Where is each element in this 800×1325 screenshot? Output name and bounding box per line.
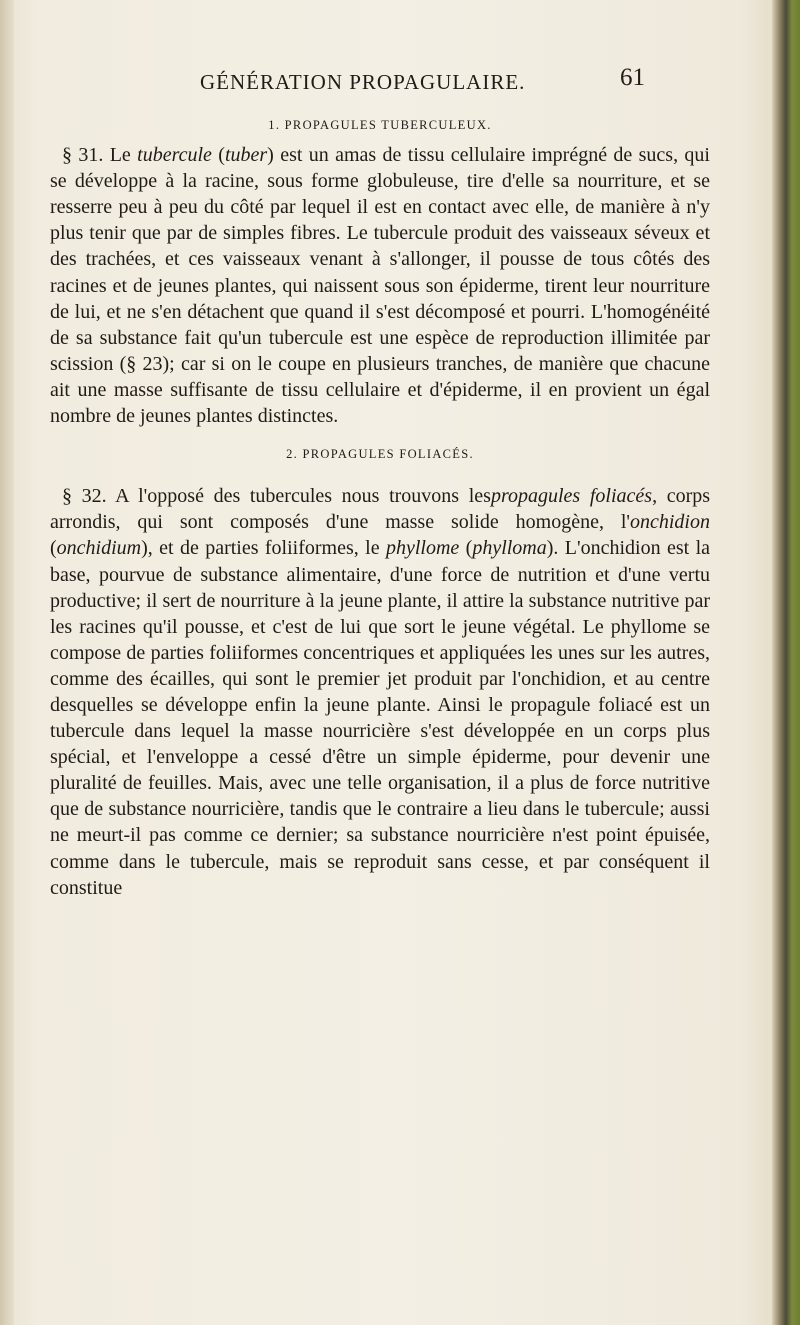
term-propagules-foliaces: propagules foliacés: [490, 485, 653, 508]
book-edge: [772, 0, 800, 1325]
page-number: 61: [620, 64, 645, 91]
term-tuber: tuber: [224, 144, 268, 167]
paragraph-32-seg1: , corps arrondis, qui sont composés d'une masse solide homogène, l': [50, 485, 711, 534]
paren-close: ): [267, 144, 274, 167]
running-header: [200, 64, 645, 100]
paragraph-32-number: § 32. A l'opposé des tubercules nous trouvons les: [62, 485, 491, 508]
page-body: [50, 112, 710, 901]
paragraph-32-seg2: (: [50, 537, 57, 560]
paragraph-31-number: § 31. Le: [62, 144, 138, 167]
paragraph-32-seg3: ), et de parties foliiformes, le: [141, 537, 386, 560]
paragraph-32: [50, 483, 710, 901]
term-tubercule: tubercule: [137, 144, 212, 167]
section-heading-1: 1. PROPAGULES TUBERCULEUX.: [268, 118, 492, 132]
paren-open: (: [211, 144, 225, 167]
running-title: GÉNÉRATION PROPAGULAIRE.: [200, 70, 526, 94]
term-phylloma: phylloma: [472, 537, 547, 560]
paragraph-32-seg4: (: [459, 537, 473, 560]
paragraph-31: [50, 142, 710, 429]
page-gutter: [0, 0, 14, 1325]
term-phyllome: phyllome: [385, 537, 460, 560]
paragraph-31-body: est un amas de tissu cellulaire imprégné de sucs, qui se développe à la racine, sous forme globuleuse, tire d'elle sa nourriture, et se resserre peu à peu du côté par lequel il est en contact avec elle, de manière à n'y plus tenir que par de simples fibres. Le tubercule produit des vaisseaux séveux et des trachées, et ces vaisseaux venant à s'allonger, il pousse de tous côtés des racines et de jeunes plantes, qui naissent sous son épiderme, tirent leur nourriture de lui, et ne s'en détachent que quand il s'est décomposé et pourri. L'homogénéité de sa substance fait qu'un tubercule est une espèce de reproduction illimitée par scission (§ 23); car si on le coupe en plusieurs tranches, de manière que chacune ait une masse suffisante de tissu cellulaire et d'épiderme, il en provient un égal nombre de jeunes plantes distinctes.: [50, 144, 710, 428]
section-heading-2: 2. PROPAGULES FOLIACÉS.: [286, 447, 474, 462]
paragraph-32-body: ). L'onchidion est la base, pourvue de substance alimentaire, d'une force de nutrition et d'une vertu productive; il sert de nourriture à la jeune plante, il attire la substance nutritive par les racines qu'il pousse, et c'est de lui que sort le jeune végétal. Le phyllome se compose de parties foliiformes concentriques et appliquées les unes sur les autres, comme des écailles, qui sont le premier jet produit par l'onchidion, et au centre desquelles se développe enfin la jeune plante. Ainsi le propagule foliacé est un tubercule dans lequel la masse nourricière s'est développée en un corps plus spécial, et l'enveloppe a cessé d'être un simple épiderme, pour devenir une pluralité de feuilles. Mais, avec une telle organisation, il a plus de force nutritive que de substance nourricière, tandis que le contraire a lieu dans le tubercule; aussi ne meurt-il pas comme ce dernier; sa substance nourricière n'est point épuisée, comme dans le tubercule, mais se reproduit sans cesse, et par conséquent il constitue: [50, 537, 710, 899]
term-onchidium: onchidium: [56, 537, 142, 560]
term-onchidion: onchidion: [630, 511, 710, 534]
